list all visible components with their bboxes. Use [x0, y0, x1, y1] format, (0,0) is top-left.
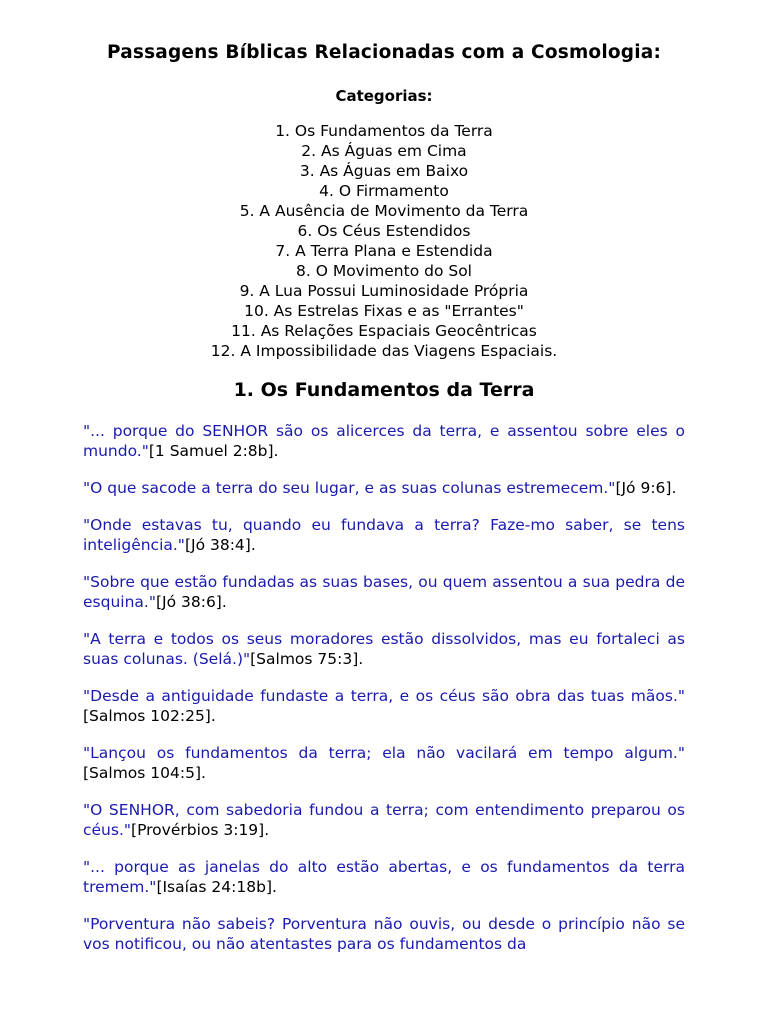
verse-reference: [Salmos 75:3]. — [250, 650, 364, 668]
verse-quote: "... porque do SENHOR são os alicerces da terra, e assentou sobre eles o mundo." — [83, 422, 685, 460]
verse-reference: [Jó 38:4]. — [184, 536, 256, 554]
verse-paragraph — [83, 914, 685, 954]
verse-paragraph — [83, 686, 685, 726]
verse-quote: "A terra e todos os seus moradores estão dissolvidos, mas eu fortaleci as suas colunas. (Selá.)" — [83, 630, 685, 668]
verse-quote: "Desde a antiguidade fundaste a terra, e os céus são obra das tuas mãos." — [83, 687, 685, 705]
category-item: 3. As Águas em Baixo — [299, 162, 469, 180]
category-item: 5. A Ausência de Movimento da Terra — [239, 202, 529, 220]
category-item: 4. O Firmamento — [319, 182, 449, 200]
category-item: 7. A Terra Plana e Estendida — [275, 242, 493, 260]
category-item: 2. As Águas em Cima — [301, 142, 467, 160]
category-item: 6. Os Céus Estendidos — [297, 222, 471, 240]
verse-paragraph — [83, 629, 685, 669]
verse-paragraph — [83, 743, 685, 783]
verse-quote: "... porque as janelas do alto estão abertas, e os fundamentos da terra tremem." — [83, 858, 685, 896]
category-item: 11. As Relações Espaciais Geocêntricas — [231, 322, 537, 340]
verse-quote: "Porventura não sabeis? Porventura não ouvis, ou desde o princípio não se vos notificou, ou não atentastes para os fundamentos da — [83, 915, 685, 953]
verse-quote: "Onde estavas tu, quando eu fundava a terra? Faze-mo saber, se tens inteligência." — [83, 516, 685, 554]
category-item: 10. As Estrelas Fixas e as "Errantes" — [244, 302, 524, 320]
verse-reference: [Isaías 24:18b]. — [156, 878, 277, 896]
verse-paragraph — [83, 572, 685, 612]
section-heading: 1. Os Fundamentos da Terra — [233, 379, 535, 401]
verse-quote: "O que sacode a terra do seu lugar, e as suas colunas estremecem." — [83, 479, 616, 497]
verse-reference: [1 Samuel 2:8b]. — [148, 442, 279, 460]
verse-reference: [Salmos 102:25]. — [83, 707, 216, 725]
verse-reference: [Salmos 104:5]. — [83, 764, 206, 782]
verse-quote: "O SENHOR, com sabedoria fundou a terra; com entendimento preparou os céus." — [83, 801, 685, 839]
verse-paragraph — [83, 478, 685, 498]
verse-paragraph — [83, 857, 685, 897]
category-item: 12. A Impossibilidade das Viagens Espaciais. — [210, 342, 558, 360]
categories-heading: Categorias: — [335, 87, 433, 105]
categories-list — [0, 121, 768, 361]
category-item: 8. O Movimento do Sol — [295, 262, 472, 280]
verse-list — [83, 421, 685, 971]
verse-paragraph — [83, 800, 685, 840]
verse-reference: [Jó 38:6]. — [155, 593, 227, 611]
verse-reference: [Provérbios 3:19]. — [131, 821, 270, 839]
verse-paragraph — [83, 421, 685, 461]
category-item: 1. Os Fundamentos da Terra — [275, 122, 493, 140]
document-title: Passagens Bíblicas Relacionadas com a Cosmologia: — [106, 42, 662, 63]
category-item: 9. A Lua Possui Luminosidade Própria — [239, 282, 529, 300]
verse-quote: "Sobre que estão fundadas as suas bases, ou quem assentou a sua pedra de esquina." — [83, 573, 685, 611]
verse-reference: [Jó 9:6]. — [615, 479, 677, 497]
verse-quote: "Lançou os fundamentos da terra; ela não vacilará em tempo algum." — [83, 744, 685, 762]
verse-paragraph — [83, 515, 685, 555]
